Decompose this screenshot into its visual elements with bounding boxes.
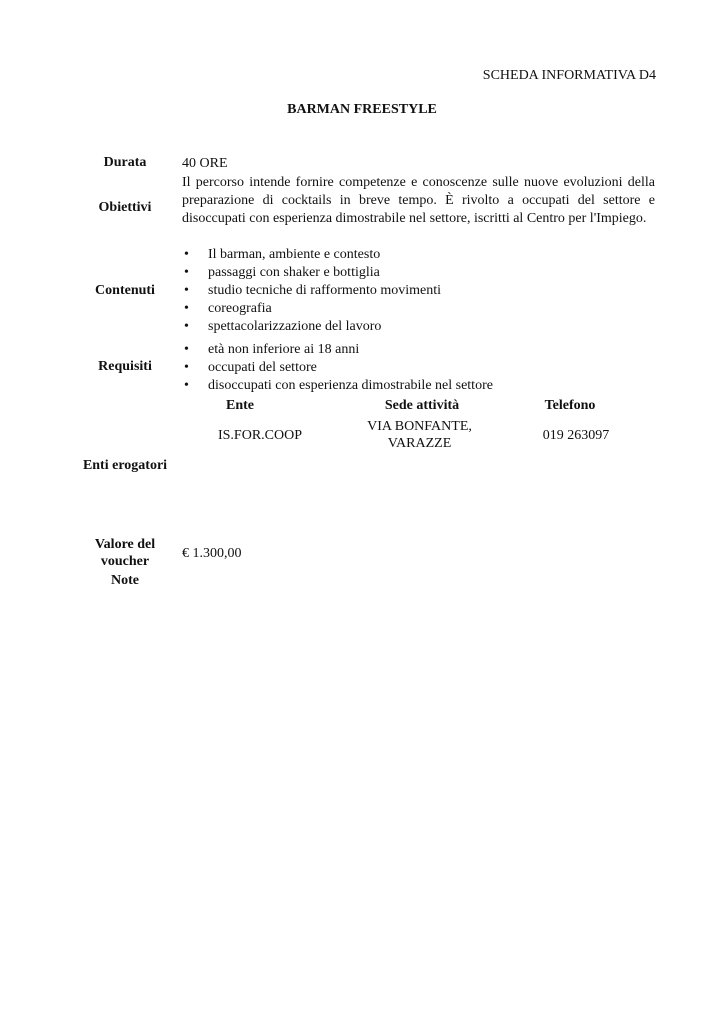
durata-value: 40 ORE — [182, 156, 228, 171]
enti-cell-sede-line2: VARAZZE — [387, 436, 452, 451]
enti-header-ente: Ente — [226, 398, 254, 413]
obiettivi-label: Obiettivi — [98, 200, 152, 215]
document-code: SCHEDA INFORMATIVA D4 — [482, 68, 656, 83]
contenuti-label: Contenuti — [95, 283, 155, 298]
requisiti-label: Requisiti — [98, 359, 152, 374]
contenuti-list — [182, 246, 655, 336]
list-item: • spettacolarizzazione del lavoro — [182, 318, 655, 336]
enti-erogatori-label: Enti erogatori — [82, 458, 168, 473]
enti-header-sede: Sede attività — [384, 398, 460, 413]
requisiti-list — [182, 341, 655, 395]
document-title: BARMAN FREESTYLE — [287, 102, 437, 117]
voucher-label-line2: voucher — [100, 554, 150, 569]
durata-label: Durata — [103, 155, 147, 170]
voucher-value: € 1.300,00 — [182, 546, 242, 561]
enti-cell-sede-line1: VIA BONFANTE, — [367, 419, 472, 434]
list-item: • passaggi con shaker e bottiglia — [182, 264, 655, 282]
obiettivi-text: Il percorso intende fornire competenze e conoscenze sulle nuove evoluzioni della preparazione di cocktails in breve tempo. È rivolto a occupati del settore e disoccupati con esperienza dimostrabile nel settore, iscritti al Centro per l'Impiego. — [182, 175, 655, 226]
list-item: • occupati del settore — [182, 359, 655, 377]
voucher-label — [45, 536, 205, 570]
enti-cell-ente: IS.FOR.COOP — [217, 428, 303, 443]
list-item: • coreografia — [182, 300, 655, 318]
enti-cell-telefono: 019 263097 — [542, 428, 610, 443]
enti-header-telefono: Telefono — [544, 398, 596, 413]
list-item: • età non inferiore ai 18 anni — [182, 341, 655, 359]
note-label: Note — [111, 573, 139, 588]
voucher-label-line1: Valore del — [94, 537, 156, 552]
enti-cell-sede — [347, 418, 492, 452]
list-item: • studio tecniche di rafformento movimenti — [182, 282, 655, 300]
list-item: • Il barman, ambiente e contesto — [182, 246, 655, 264]
list-item: • disoccupati con esperienza dimostrabile nel settore — [182, 377, 655, 395]
